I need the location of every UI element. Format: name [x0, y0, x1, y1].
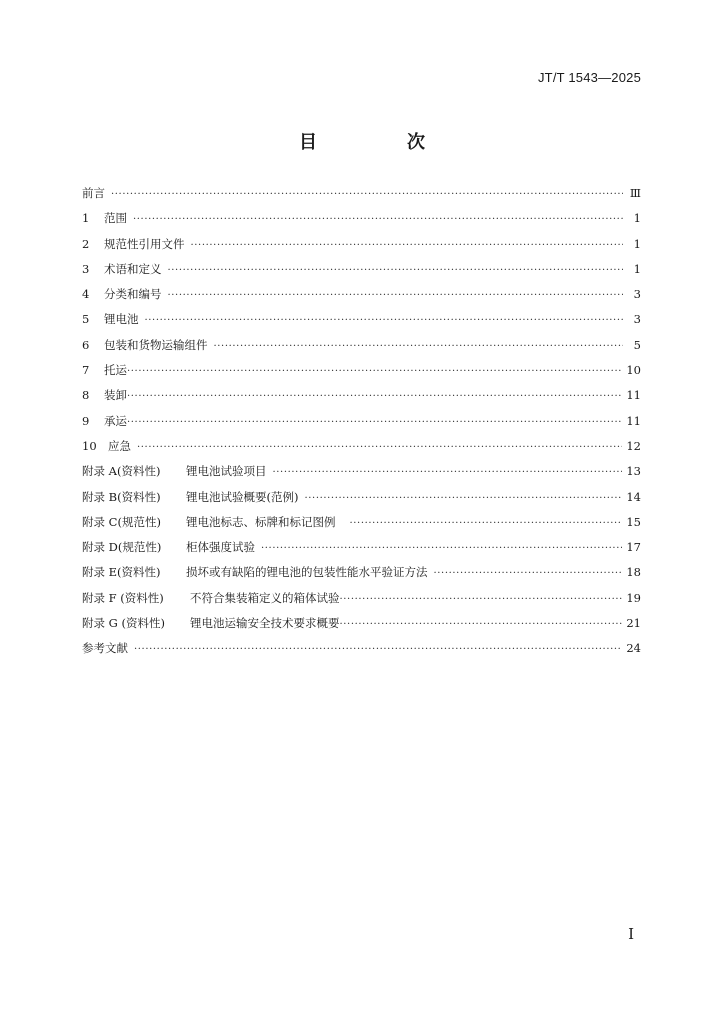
toc-entry-2[interactable] — [82, 236, 641, 261]
toc-entry-appendix-g[interactable] — [82, 615, 641, 640]
dot-leader — [127, 417, 622, 428]
toc-entry-7[interactable] — [82, 362, 641, 387]
dot-leader — [261, 543, 622, 554]
toc-entry-title: 装卸 — [104, 388, 127, 403]
dot-leader — [304, 493, 622, 504]
page-title: 目 次 — [299, 132, 461, 153]
toc-entry-page: 11 — [626, 388, 641, 403]
toc-entry-page: 21 — [626, 616, 641, 631]
toc-entry-4[interactable] — [82, 286, 641, 311]
toc-entry-appendix-f[interactable] — [82, 590, 641, 615]
toc-entry-page: 1 — [633, 236, 641, 251]
toc-entry-page: 13 — [626, 464, 641, 479]
toc-entry-number: 6 — [82, 337, 90, 352]
toc-entry-3[interactable] — [82, 261, 641, 286]
toc-entry-title: 锂电池 — [104, 312, 139, 327]
toc-entry-number: 4 — [82, 287, 90, 302]
dot-leader — [191, 240, 624, 251]
dot-leader — [111, 189, 623, 200]
dot-leader — [145, 315, 624, 326]
dot-leader — [340, 619, 623, 630]
table-of-contents — [82, 185, 641, 666]
dot-leader — [340, 594, 623, 605]
toc-entry-page: 14 — [626, 489, 641, 504]
toc-entry-title: 锂电池试验项目 — [186, 464, 267, 479]
toc-entry-8[interactable] — [82, 387, 641, 412]
toc-entry-number: 8 — [82, 388, 90, 403]
toc-entry-title: 柜体强度试验 — [186, 540, 255, 555]
toc-entry-number: 附录 C(规范性) — [82, 514, 161, 529]
toc-entry-page: 5 — [633, 337, 641, 352]
toc-entry-number: 附录 E(资料性) — [82, 565, 161, 580]
dot-leader — [127, 391, 622, 402]
dot-leader — [434, 568, 623, 579]
toc-entry-page: 19 — [626, 590, 641, 605]
toc-entry-title: 术语和定义 — [104, 261, 162, 276]
toc-entry-number: 附录 D(规范性) — [82, 540, 162, 555]
toc-entry-page: 1 — [633, 211, 641, 226]
toc-entry-number: 3 — [82, 261, 90, 276]
toc-entry-foreword[interactable] — [82, 185, 641, 210]
toc-entry-page: 18 — [626, 565, 641, 580]
toc-entry-1[interactable] — [82, 210, 641, 235]
page-number: I — [628, 925, 634, 943]
toc-entry-title: 锂电池运输安全技术要求概要 — [190, 616, 340, 631]
standard-code: JT/T 1543—2025 — [537, 70, 641, 85]
dot-leader — [168, 290, 624, 301]
toc-entry-title: 托运 — [104, 363, 127, 378]
toc-entry-appendix-c[interactable] — [82, 514, 641, 539]
toc-entry-number: 附录 A(资料性) — [82, 464, 161, 479]
toc-entry-title: 损坏或有缺陷的锂电池的包装性能水平验证方法 — [186, 565, 428, 580]
toc-entry-number: 5 — [82, 312, 90, 327]
toc-entry-page: 12 — [626, 438, 641, 453]
dot-leader — [214, 341, 624, 352]
toc-entry-number: 附录 G (资料性) — [82, 616, 165, 631]
toc-entry-page: 11 — [626, 413, 641, 428]
dot-leader — [134, 644, 622, 655]
toc-entry-title: 范围 — [104, 211, 127, 226]
toc-entry-9[interactable] — [82, 413, 641, 438]
toc-entry-title: 承运 — [104, 413, 127, 428]
toc-entry-page: 1 — [633, 261, 641, 276]
toc-entry-number: 10 — [82, 438, 97, 453]
toc-entry-title: 参考文献 — [82, 641, 128, 656]
toc-entry-appendix-b[interactable] — [82, 489, 641, 514]
toc-entry-number: 1 — [82, 211, 90, 226]
toc-entry-title: 前言 — [82, 186, 105, 200]
toc-entry-title: 不符合集装箱定义的箱体试验 — [190, 590, 340, 605]
dot-leader — [137, 442, 622, 453]
toc-entry-appendix-e[interactable] — [82, 564, 641, 589]
toc-entry-6[interactable] — [82, 337, 641, 362]
toc-entry-appendix-d[interactable] — [82, 539, 641, 564]
toc-entry-appendix-a[interactable] — [82, 463, 641, 488]
dot-leader — [127, 366, 622, 377]
toc-entry-page: 10 — [626, 363, 641, 378]
toc-entry-number: 附录 F (资料性) — [82, 590, 164, 605]
toc-entry-number: 2 — [82, 236, 90, 251]
toc-entry-number: 7 — [82, 363, 90, 378]
dot-leader — [133, 214, 623, 225]
toc-entry-number: 附录 B(资料性) — [82, 489, 161, 504]
toc-entry-number: 9 — [82, 413, 90, 428]
toc-entry-title: 规范性引用文件 — [104, 236, 185, 251]
toc-entry-title: 锂电池标志、标牌和标记图例 — [186, 514, 336, 529]
toc-entry-title: 包装和货物运输组件 — [104, 337, 208, 352]
dot-leader — [168, 265, 624, 276]
toc-entry-page: 15 — [626, 514, 641, 529]
toc-entry-title: 分类和编号 — [104, 287, 162, 302]
toc-entry-page: 3 — [633, 312, 641, 327]
toc-entry-10[interactable] — [82, 438, 641, 463]
toc-entry-5[interactable] — [82, 311, 641, 336]
toc-entry-page: Ⅲ — [629, 186, 641, 200]
toc-entry-page: 24 — [626, 641, 641, 656]
toc-entry-page: 17 — [626, 540, 641, 555]
dot-leader — [350, 518, 623, 529]
toc-entry-references[interactable] — [82, 640, 641, 665]
toc-entry-title: 应急 — [108, 438, 131, 453]
toc-entry-title: 锂电池试验概要(范例) — [186, 489, 299, 504]
dot-leader — [273, 467, 623, 478]
toc-entry-page: 3 — [633, 287, 641, 302]
